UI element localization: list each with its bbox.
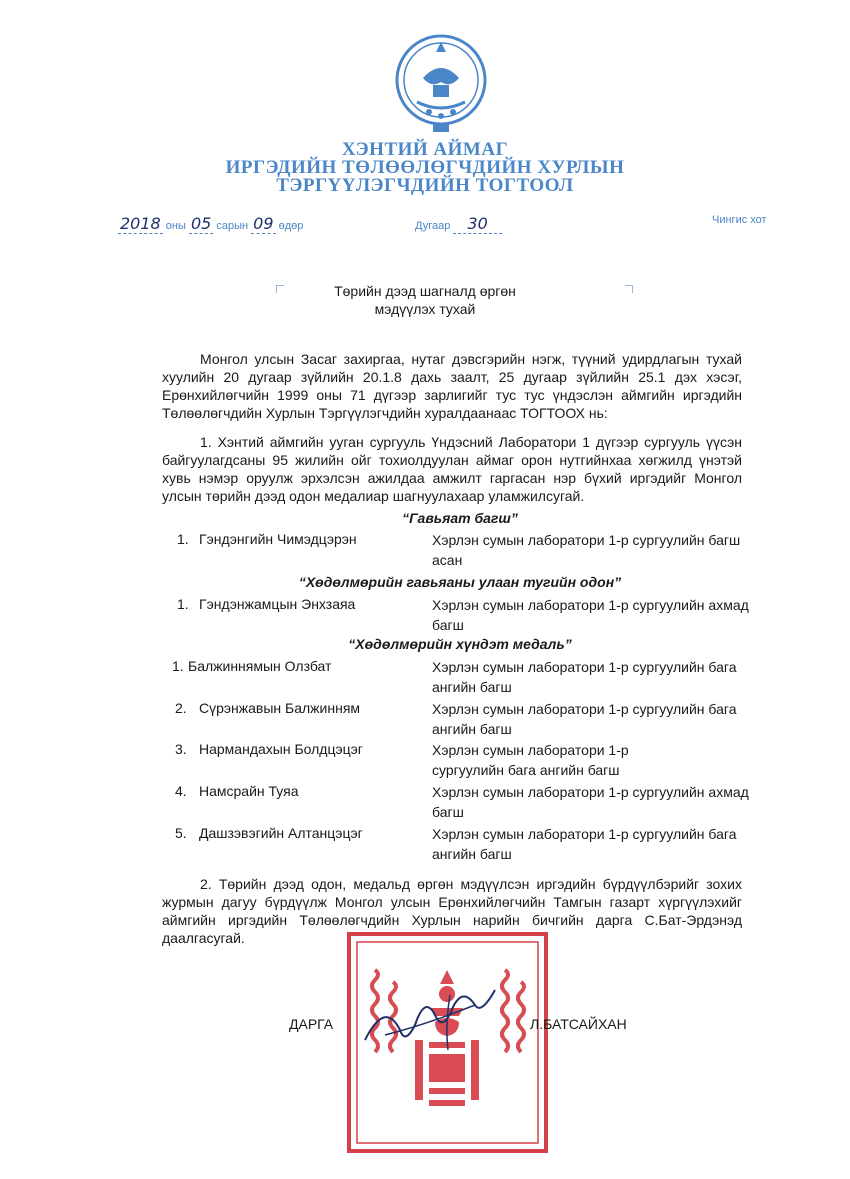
recipient-number: 5. bbox=[175, 825, 187, 841]
number-label: Дугаар bbox=[415, 220, 451, 232]
day-label: өдөр bbox=[278, 220, 304, 232]
handwritten-signature-icon bbox=[355, 980, 505, 1060]
year-label: оны bbox=[165, 220, 186, 232]
header-line-3: ТЭРГҮҮЛЭГЧДИЙН ТОГТООЛ bbox=[276, 175, 574, 196]
recipient-number: 3. bbox=[175, 741, 187, 757]
recipient-position: Хэрлэн сумын лаборатори 1-р сургуулийн ахмад багш bbox=[432, 597, 749, 633]
award-title-1: “Гавьяат багш” bbox=[402, 510, 518, 526]
date-month: 05 bbox=[190, 214, 212, 233]
month-label: сарын bbox=[216, 220, 249, 232]
recipient-position: Хэрлэн сумын лаборатори 1-р сургуулийн бага ангийн багш bbox=[432, 659, 737, 695]
signatory-title: ДАРГА bbox=[289, 1016, 334, 1032]
recipient-position: Хэрлэн сумын лаборатори 1-р сургуулийн ахмад багш bbox=[432, 784, 749, 820]
number-line bbox=[415, 214, 502, 233]
recipient-name: Намсрайн Туяа bbox=[199, 783, 299, 799]
document-number: 30 bbox=[453, 214, 501, 234]
recipient-name: Сүрэнжавын Балжинням bbox=[199, 700, 361, 716]
clause-2: 2. Төрийн дээд одон, медальд өргөн мэдүүлсэн иргэдийн бүрдүүлбэрийг зохих журмын дагуу бүрдүүлж Монгол улсын Ерөнхийлөгчийн Тамгын газарт хүргүүлэхийг аймгийн иргэдийн Төлөөлөгчдийн Хурлын нарийн бичгийн дарга С.Бат-Эрдэнэд даалгасугай. bbox=[162, 876, 742, 946]
header-line-2: ИРГЭДИЙН ТӨЛӨӨЛӨГЧДИЙН ХУРЛЫН bbox=[225, 157, 625, 178]
award-title-2: “Хөдөлмөрийн гавьяаны улаан тугийн одон” bbox=[298, 574, 622, 590]
recipient-number: 2. bbox=[175, 700, 187, 716]
intro-paragraph: Монгол улсын Засаг захиргаа, нутаг дэвсгэрийн нэгж, түүний удирдлагын тухай хуулийн 20 дугаар зүйлийн 20.1.8 дахь заалт, 25 дугаар зүйлийн 25.1 дэх хэсэг, Ерөнхийлөгчийн 1999 оны 71 дүгээр зарлигийг тус тус үндэслэн аймгийн иргэдийн Төлөөлөгчдийн Хурлын Тэргүүлэгчдийн хуралдаанаас ТОГТООХ нь: bbox=[162, 351, 742, 421]
state-emblem-icon bbox=[393, 30, 489, 134]
award-title-3: “Хөдөлмөрийн хүндэт медаль” bbox=[348, 636, 572, 652]
recipient-position: Хэрлэн сумын лаборатори 1-р сургуулийн бага ангийн багш bbox=[432, 701, 737, 737]
recipient-number: 4. bbox=[175, 783, 187, 799]
clause-1: 1. Хэнтий аймгийн ууган сургууль Үндэсний Лаборатори 1 дүгээр сургууль үүсэн байгуулагдсаны 95 жилийн ойг тохиолдуулан аймаг орон нутгийнхаа хөгжилд үнэтэй хувь нэмэр оруулж эрхэлсэн ажилдаа амжилт гаргасан нэр бүхий иргэдийг Монгол улсын төрийн дээд одон медалиар шагнуулахаар уламжилсугай. bbox=[162, 434, 742, 504]
recipient-name: Гэндэнгийн Чимэдцэрэн bbox=[199, 531, 357, 547]
recipient-position: Хэрлэн сумын лаборатори 1-р сургуулийн бага ангийн багш bbox=[432, 742, 629, 778]
recipient-name: Нармандахын Болдцэцэг bbox=[199, 741, 363, 757]
doc-title-line-2: мэдүүлэх тухай bbox=[374, 301, 476, 317]
recipient-name: Гэндэнжамцын Энхзаяа bbox=[199, 596, 356, 612]
recipient-position: Хэрлэн сумын лаборатори 1-р сургуулийн бага ангийн багш bbox=[432, 826, 737, 862]
recipient-name: Балжиннямын Олзбат bbox=[188, 658, 332, 674]
header-line-1: ХЭНТИЙ АЙМАГ bbox=[341, 139, 509, 160]
doc-title-line-1: Төрийн дээд шагналд өргөн bbox=[334, 283, 516, 299]
recipient-number: 1. bbox=[172, 658, 184, 674]
recipient-number: 1. bbox=[177, 596, 189, 612]
recipient-number: 1. bbox=[177, 531, 189, 547]
recipient-position: Хэрлэн сумын лаборатори 1-р сургуулийн багш асан bbox=[432, 532, 741, 568]
place: Чингис хот bbox=[712, 214, 767, 226]
date-year: 2018 bbox=[120, 214, 161, 233]
recipient-name: Дашзэвэгийн Алтанцэцэг bbox=[199, 825, 363, 841]
signatory-name: Л.БАТСАЙХАН bbox=[530, 1016, 627, 1032]
date-line bbox=[118, 214, 303, 233]
date-day: 09 bbox=[253, 214, 274, 233]
